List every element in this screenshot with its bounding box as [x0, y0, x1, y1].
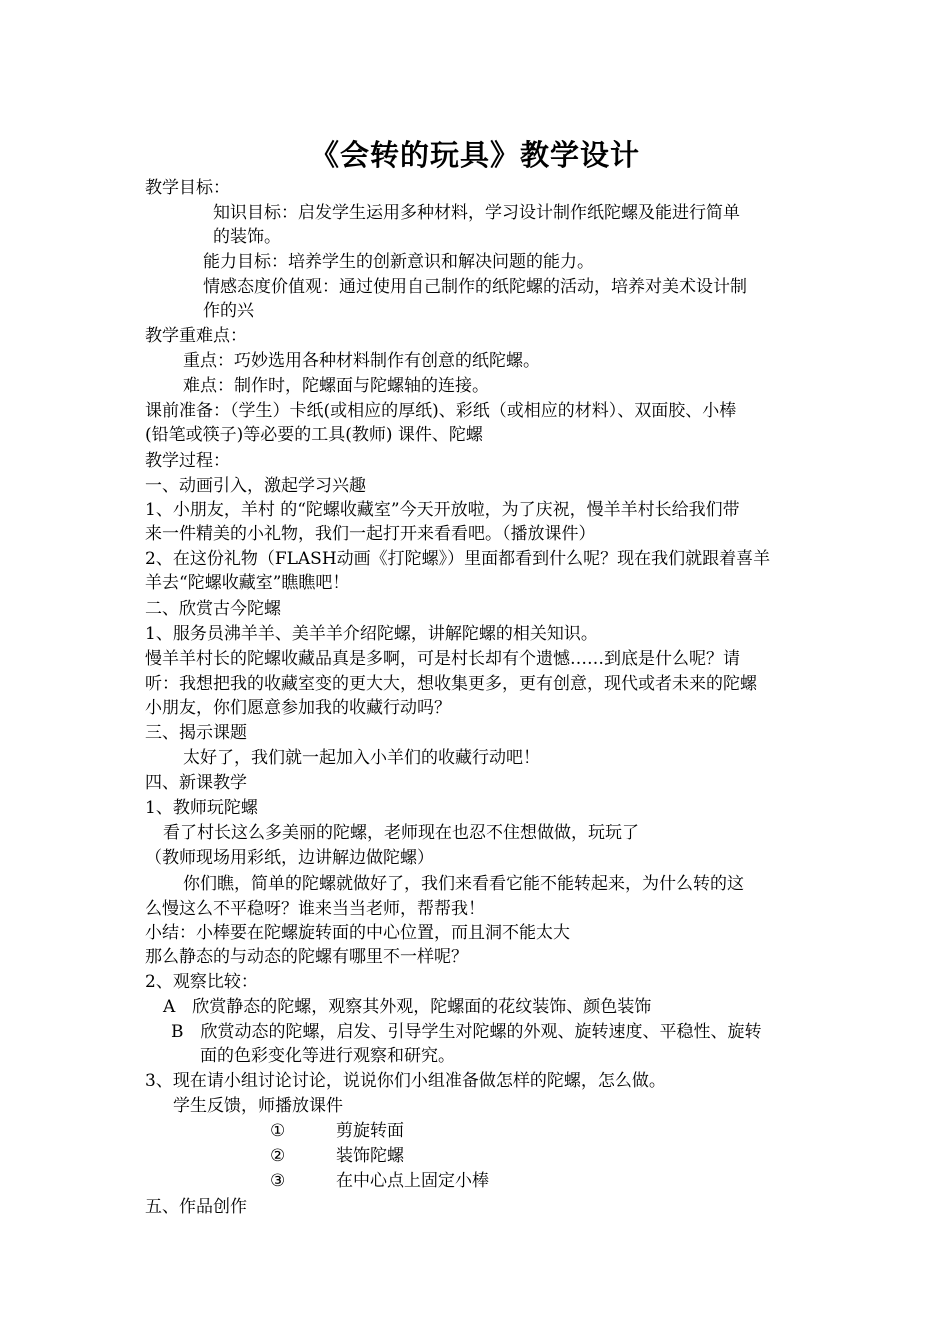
section2-paragraph2-line3: 小朋友，你们愿意参加我的收藏行动吗？	[145, 698, 451, 718]
step-item	[270, 1119, 404, 1143]
section2-paragraph1: 1、服务员沸羊羊、美羊羊介绍陀螺，讲解陀螺的相关知识。	[145, 624, 598, 644]
step-number: ②	[270, 1146, 286, 1166]
section2-heading: 二、欣赏古今陀螺	[145, 599, 281, 619]
section4-sub3: 3、现在请小组讨论讨论，说说你们小组准备做怎样的陀螺，怎么做。	[145, 1071, 666, 1091]
section3-heading: 三、揭示课题	[145, 723, 247, 743]
key-point: 重点：巧妙选用各种材料制作有创意的纸陀螺。	[183, 351, 540, 371]
step-text: 在中心点上固定小棒	[336, 1171, 489, 1191]
section4-question: 那么静态的与动态的陀螺有哪里不一样呢？	[145, 947, 468, 967]
section1-paragraph1-line2: 来一件精美的小礼物，我们一起打开来看看吧。（播放课件）	[145, 524, 596, 544]
process-heading: 教学过程：	[145, 451, 230, 471]
section1-paragraph2-line1: 2、在这份礼物（FLASH动画《打陀螺》）里面都看到什么呢？现在我们就跟着喜羊	[145, 549, 771, 569]
section4-paragraph3-line2: 么慢这么不平稳呀？谁来当当老师，帮帮我！	[145, 899, 485, 919]
step-text: 装饰陀螺	[336, 1146, 404, 1166]
section4-sub2: 2、观察比较：	[145, 972, 258, 992]
student-feedback: 学生反馈，师播放课件	[173, 1096, 343, 1116]
preparation-line-2: (铅笔或筷子)等必要的工具(教师) 课件、陀螺	[145, 425, 483, 445]
step-item	[270, 1169, 489, 1193]
section4-paragraph1: 看了村长这么多美丽的陀螺，老师现在也忍不住想做做，玩玩了	[163, 823, 639, 843]
objectives-heading: 教学目标：	[145, 178, 230, 198]
ability-objective: 能力目标：培养学生的创新意识和解决问题的能力。	[203, 252, 594, 272]
knowledge-objective: 知识目标：启发学生运用多种材料，学习设计制作纸陀螺及能进行简单	[213, 203, 740, 223]
observe-item-b-line2: 面的色彩变化等进行观察和研究。	[200, 1046, 455, 1066]
emotion-objective: 情感态度价值观：通过使用自己制作的纸陀螺的活动，培养对美术设计制	[203, 277, 747, 297]
section1-paragraph1-line1: 1、小朋友，羊村 的“陀螺收藏室”今天开放啦，为了庆祝，慢羊羊村长给我们带	[145, 500, 740, 520]
section4-sub1: 1、教师玩陀螺	[145, 798, 258, 818]
preparation-line-1: 课前准备：（学生）卡纸(或相应的厚纸)、彩纸（或相应的材料）、双面胶、小棒	[145, 401, 737, 421]
observe-item-a: A 欣赏静态的陀螺，观察其外观，陀螺面的花纹装饰、颜色装饰	[163, 997, 652, 1017]
section4-paragraph2: （教师现场用彩纸，边讲解边做陀螺）	[145, 848, 434, 868]
section4-heading: 四、新课教学	[145, 773, 247, 793]
knowledge-objective-cont: 的装饰。	[213, 227, 281, 247]
section1-paragraph2-line2: 羊去“陀螺收藏室”瞧瞧吧！	[145, 573, 350, 593]
section3-paragraph: 太好了，我们就一起加入小羊们的收藏行动吧！	[183, 748, 540, 768]
step-text: 剪旋转面	[336, 1121, 404, 1141]
observe-item-b-line1: B 欣赏动态的陀螺，启发、引导学生对陀螺的外观、旋转速度、平稳性、旋转	[171, 1022, 762, 1042]
step-number: ③	[270, 1171, 286, 1191]
section1-heading: 一、动画引入，激起学习兴趣	[145, 476, 366, 496]
section2-paragraph2-line1: 慢羊羊村长的陀螺收藏品真是多啊，可是村长却有个遗憾……到底是什么呢？请	[145, 649, 740, 669]
step-item	[270, 1144, 404, 1168]
section5-heading: 五、作品创作	[145, 1197, 247, 1217]
section4-paragraph3-line1: 你们瞧，简单的陀螺就做好了，我们来看看它能不能转起来，为什么转的这	[183, 874, 744, 894]
key-points-heading: 教学重难点：	[145, 326, 247, 346]
emotion-objective-cont: 作的兴	[203, 301, 254, 321]
difficulty-point: 难点：制作时，陀螺面与陀螺轴的连接。	[183, 376, 489, 396]
document-title: 《会转的玩具》教学设计	[309, 138, 640, 172]
section2-paragraph2-line2: 听：我想把我的收藏室变的更大大，想收集更多，更有创意，现代或者未来的陀螺	[145, 674, 757, 694]
step-number: ①	[270, 1121, 286, 1141]
section4-summary: 小结：小棒要在陀螺旋转面的中心位置，而且洞不能太大	[145, 923, 570, 943]
